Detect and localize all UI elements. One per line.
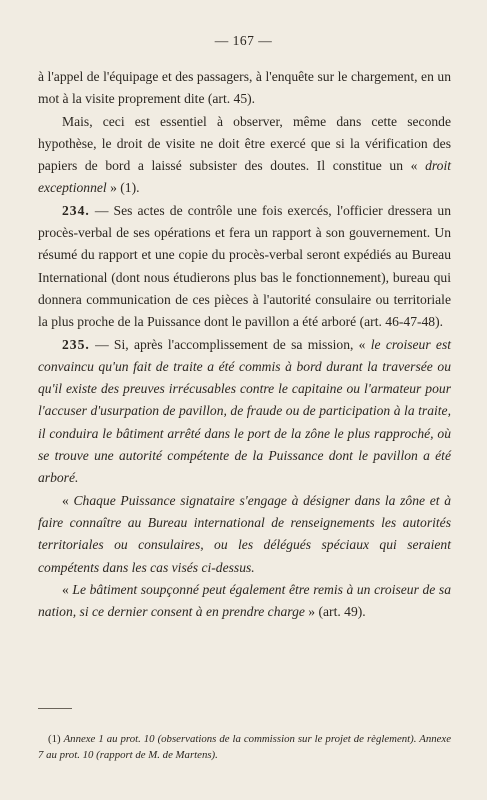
- italic-quote: Le bâtiment soupçonné peut également être remis à un croiseur de sa nation, si ce dernier consent à en prendre charge: [38, 581, 451, 620]
- italic-phrase: droit exceptionnel: [38, 158, 451, 196]
- quote-mark: «: [62, 492, 74, 508]
- article-number: 234.: [62, 202, 90, 218]
- footnote: [38, 732, 451, 763]
- footnote-part: (rapport de M. de Martens).: [96, 748, 218, 761]
- article-number: 235.: [62, 336, 90, 352]
- footnote-marker: (1): [48, 733, 64, 745]
- italic-quote: Chaque Puissance signataire s'engage à désigner dans la zône et à faire connaître au Bureau international de renseignements les autorités territoriales ou consulaires, ou les délégués spéciaux qui seraient compétents dans les cas visés ci-dessus.: [38, 492, 451, 575]
- footnote-1: [38, 732, 451, 763]
- paragraph-article-234: [38, 200, 451, 334]
- quote-mark: «: [62, 581, 73, 597]
- paragraph-text: — Si, après l'accomplissement de sa mission, «: [89, 336, 371, 352]
- paragraph-text: Mais, ceci est essentiel à observer, même dans cette seconde hypothèse, le droit de visite ne doit être exercé que si la vérification des papiers de bord a laissé subsister des doutes. Il constitue un «: [38, 113, 451, 174]
- paragraph-visit-right: [38, 111, 451, 200]
- body-text: [38, 66, 451, 623]
- footnote-part: (observations de la commission sur le projet de règlement). Annexe 7 au prot. 10: [38, 733, 451, 761]
- paragraph-quote-cruiser: [38, 579, 451, 624]
- paragraph-quote-authorities: [38, 490, 451, 579]
- italic-quote: le croiseur est convaincu qu'un fait de traite a été commis à bord durant la traversée ou qu'il existe des preuves irrécusables contre le capitaine ou l'armateur pour l'accuser d'usurpation de pavillon, de fraude ou de participation à la traite, il conduira le bâtiment arrêté dans le port de la zône le plus rapproché, où se trouve une autorité compétente de la Puissance dont le pavillon a été arboré.: [38, 336, 452, 486]
- paragraph-text: — Ses actes de contrôle une fois exercés, l'officier dressera un procès-verbal de ses opérations et fera un rapport à son gouvernement. Un résumé du rapport et une copie du procès-verbal seront expédiés au Bureau International (dont nous étudierons plus bas le fonctionnement), bureau qui donnera communication de ces pièces à l'autorité consulaire ou territoriale la plus proche de la Puissance dont le pavillon a été arboré (art. 46-47-48).: [38, 202, 451, 330]
- paragraph-continuation: à l'appel de l'équipage et des passagers, à l'enquête sur le chargement, en un mot à la visite proprement dite (art. 45).: [38, 69, 451, 107]
- footnote-divider: [38, 708, 72, 709]
- paragraph-tail: » (1).: [106, 180, 140, 196]
- page-number: — 167 —: [214, 33, 273, 48]
- footnote-part: Annexe 1 au prot. 10: [63, 733, 155, 745]
- paragraph-tail: » (art. 49).: [304, 604, 366, 620]
- paragraph-article-235: [38, 334, 451, 490]
